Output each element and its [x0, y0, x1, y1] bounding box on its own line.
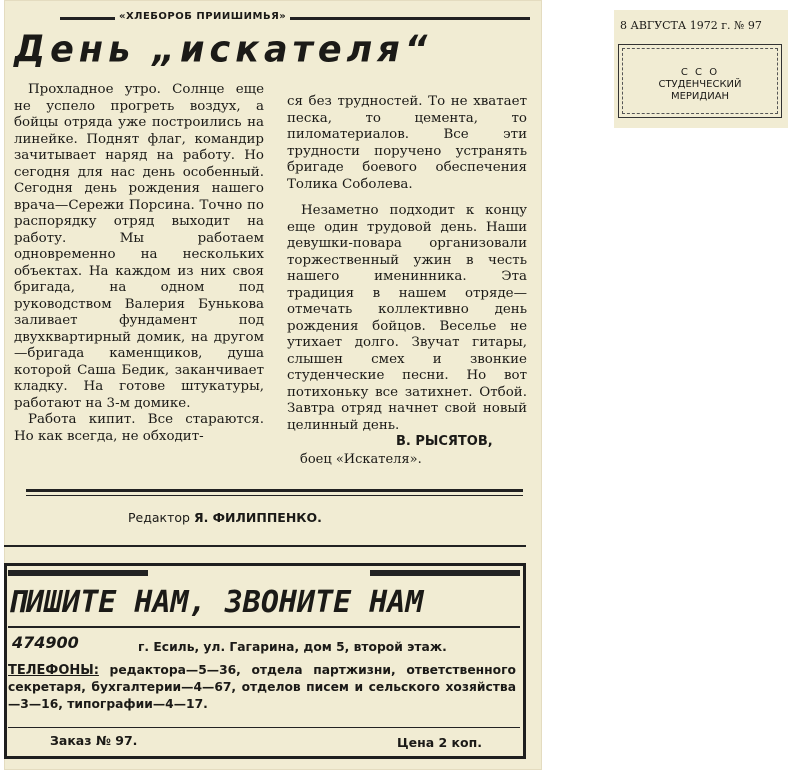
- article-headline: День „искателя“: [14, 29, 433, 71]
- editor-name: Я. ФИЛИППЕНКО.: [193, 510, 322, 525]
- divider-rule-thick: [26, 489, 523, 492]
- masthead: [60, 10, 530, 24]
- postal-address: г. Есиль, ул. Гагарина, дом 5, второй этаж.: [138, 640, 447, 654]
- divider-rule: [4, 545, 526, 547]
- phones-label: ТЕЛЕФОНЫ:: [8, 663, 99, 678]
- author-role: боец «Искателя».: [300, 452, 422, 467]
- article-paragraph: ся без трудностей. То не хватает песка, то цемента, то пиломатериалов. Все эти трудности поручено устранять бригаде боевого обеспечения Толика Соболева.: [287, 94, 527, 192]
- section-label-line3: МЕРИДИАН: [670, 91, 730, 102]
- editor-line: [128, 510, 322, 525]
- order-number: Заказ № 97.: [50, 733, 138, 748]
- section-label-box: [618, 44, 782, 118]
- contacts-title: ПИШИТЕ НАМ, ЗВОНИТЕ НАМ: [8, 585, 424, 620]
- article-column-1: [14, 82, 264, 445]
- section-label-line1: С С О: [680, 67, 720, 78]
- phones-list: редактора—5—36, отдела партжизни, ответственного секретаря, бухгалтерии—4—67, отделов писем и сельского хозяйства—3—16, типографии—4—17.: [8, 663, 516, 711]
- box-corner-bar-left: [8, 570, 148, 576]
- issue-clipping: [614, 10, 788, 128]
- issue-date: 8 АВГУСТА 1972 г. № 97: [620, 19, 762, 32]
- editor-label: Редактор: [128, 510, 190, 525]
- issue-price: Цена 2 коп.: [397, 735, 483, 750]
- divider-rule-thin: [26, 495, 523, 496]
- article-paragraph: Работа кипит. Все стараются. Но как всегда, не обходит-: [14, 412, 264, 444]
- article-column-2: [287, 94, 527, 434]
- box-corner-bar-right: [370, 570, 520, 576]
- article-paragraph: Прохладное утро. Солнце еще не успело прогреть воздух, а бойцы отряда уже построились на линейке. Поднят флаг, командир зачитывает наряд на работу. Но сегодня для нас день особенный. Сегодня день рождения нашего врача—Сережи Порсина. Точно по распорядку отряд выходит на работу. Мы работаем одновременно на нескольких объектах. На каждом из них своя бригада, на одном под руководством Валерия Бунькова заливает фундамент под двухквартирный домик, на другом—бригада каменщиков, душа которой Саша Бедик, заканчивает кладку. На готове штукатуры, работают на 3-м домике.: [14, 82, 264, 411]
- box-footer-rule: [8, 727, 520, 728]
- postal-code: 474900: [12, 633, 79, 652]
- article-paragraph: Незаметно подходит к концу еще один трудовой день. Наши девушки-повара организовали торжественный ужин в честь нашего именинника. Эта традиция в нашем отряде—отмечать коллективно день рождения бойцов. Веселье не утихает долго. Звучат гитары, слышен смех и звонкие студенческие песни. Но вот потихоньку все затихнет. Отбой. Завтра отряд начнет свой новый целинный день.: [287, 203, 527, 433]
- newspaper-name: «ХЛЕБОРОБ ПРИИШИМЬЯ»: [115, 11, 290, 22]
- author-name: В. РЫСЯТОВ,: [396, 434, 493, 449]
- box-title-rule: [8, 626, 520, 628]
- section-label-line2: СТУДЕНЧЕСКИЙ: [658, 79, 742, 90]
- phones-block: [8, 662, 516, 713]
